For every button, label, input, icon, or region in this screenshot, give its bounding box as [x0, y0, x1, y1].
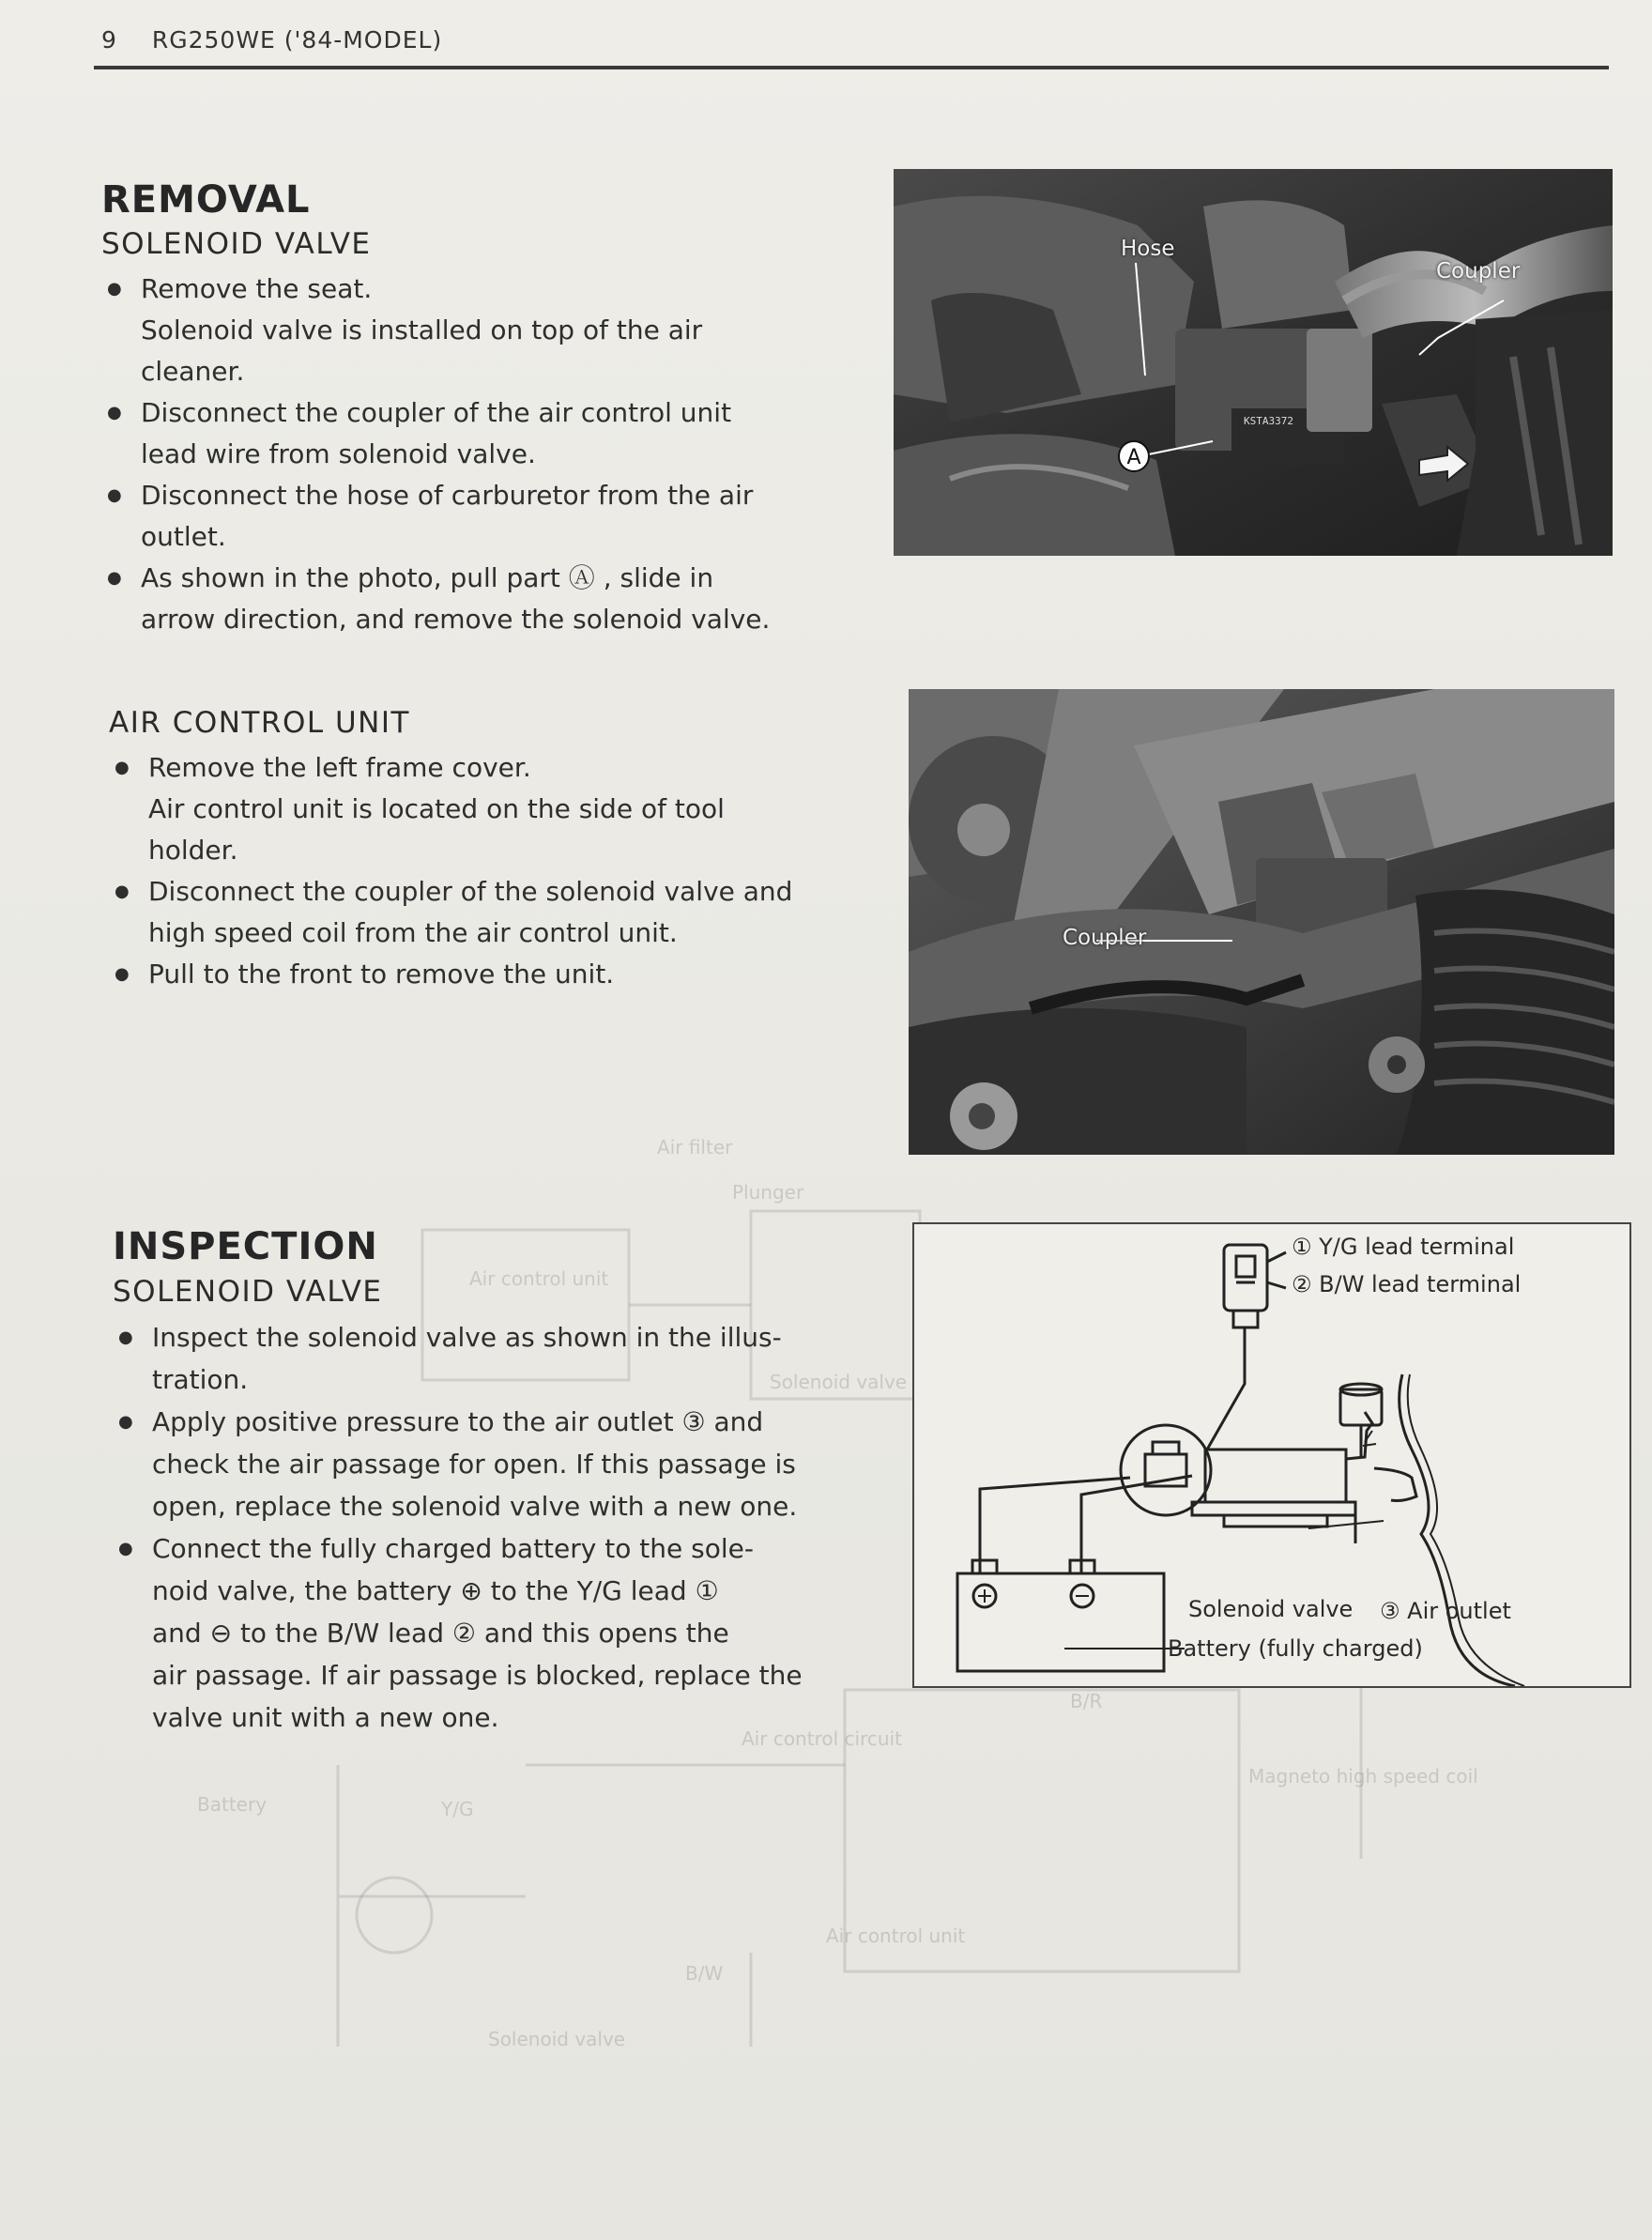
ghost-text: Magneto high speed coil: [1248, 1765, 1478, 1787]
step-line: open, replace the solenoid valve with a new one.: [152, 1491, 798, 1522]
step-line: ● Remove the left frame cover.: [148, 752, 531, 783]
valve-label-text: KSTA3372: [1244, 415, 1293, 427]
step-line: outlet.: [141, 521, 226, 552]
ghost-text: Air control unit: [469, 1267, 609, 1290]
step-line: ● Disconnect the hose of carburetor from the air: [141, 480, 754, 511]
page-number: 9: [101, 26, 117, 54]
removal-heading: REMOVAL: [101, 178, 311, 222]
step-line: ● Inspect the solenoid valve as shown in the illus-: [152, 1322, 782, 1353]
air-control-unit-heading: AIR CONTROL UNIT: [109, 706, 410, 740]
inspection-steps: [113, 1316, 854, 1739]
inspection-heading: INSPECTION: [113, 1225, 378, 1268]
step-line: air passage. If air passage is blocked, replace the: [152, 1660, 803, 1691]
step-line: ● Disconnect the coupler of the solenoid valve and: [148, 876, 793, 907]
step-line: check the air passage for open. If this passage is: [152, 1449, 796, 1480]
solenoid-valve-label: Solenoid valve: [1188, 1596, 1354, 1622]
air-outlet-label: ③ Air outlet: [1380, 1598, 1511, 1624]
bw-terminal-label: ② B/W lead terminal: [1292, 1271, 1522, 1297]
step-item: [113, 1316, 854, 1401]
ghost-text: Plunger: [732, 1181, 804, 1204]
inspection-solenoid-valve-heading: SOLENOID VALVE: [113, 1275, 383, 1309]
ghost-text: Y/G: [441, 1798, 474, 1820]
model-title: RG250WE ('84-MODEL): [151, 26, 443, 54]
photo-air-control-unit: [909, 689, 1614, 1155]
step-line: ● Pull to the front to remove the unit.: [148, 959, 615, 990]
page-header: [101, 26, 442, 54]
step-line: ● Apply positive pressure to the air outlet ③ and: [152, 1406, 764, 1437]
step-line: ● Remove the seat.: [141, 273, 373, 304]
solenoid-inspection-diagram: [912, 1222, 1631, 1688]
step-item: [109, 871, 879, 954]
step-line: holder.: [148, 835, 238, 866]
air-control-unit-steps: [109, 747, 879, 995]
ghost-text: B/W: [685, 1962, 724, 1985]
step-line: arrow direction, and remove the solenoid valve.: [141, 604, 771, 635]
step-line: noid valve, the battery ⊕ to the Y/G lead ①: [152, 1575, 719, 1606]
ghost-text: Solenoid valve: [770, 1371, 908, 1393]
step-line: Air control unit is located on the side of tool: [148, 793, 725, 824]
hose-label: Hose: [1121, 237, 1175, 261]
ghost-text: Air control circuit: [742, 1727, 902, 1750]
step-item: [109, 747, 879, 871]
step-item: [113, 1527, 854, 1739]
step-line: ● Connect the fully charged battery to the sole-: [152, 1533, 754, 1564]
step-line: high speed coil from the air control unit.: [148, 917, 678, 948]
photo-solenoid-valve: [894, 169, 1613, 556]
photo-solenoid-valve-image: [894, 169, 1613, 556]
yg-terminal-label: ① Y/G lead terminal: [1292, 1234, 1515, 1260]
step-line: lead wire from solenoid valve.: [141, 438, 536, 469]
photo-air-control-unit-image: [909, 689, 1614, 1155]
step-item: [101, 558, 871, 640]
step-item: [101, 475, 871, 558]
battery-label: Battery (fully charged): [1168, 1635, 1423, 1662]
step-line: valve unit with a new one.: [152, 1702, 499, 1733]
step-line: ● Disconnect the coupler of the air control unit: [141, 397, 732, 428]
ghost-text: Solenoid valve: [488, 2028, 626, 2050]
ghost-text: Air filter: [657, 1136, 733, 1158]
coupler-label: Coupler: [1063, 926, 1147, 950]
ghost-text: B/R: [1070, 1690, 1103, 1712]
step-line: tration.: [152, 1364, 249, 1395]
header-rule: [94, 66, 1609, 69]
step-item: [101, 392, 871, 475]
step-line: ● As shown in the photo, pull part Ⓐ , slide in: [141, 562, 714, 593]
removal-solenoid-steps: [101, 268, 871, 640]
step-item: [113, 1401, 854, 1527]
part-a-letter: A: [1126, 446, 1141, 469]
step-item: [101, 268, 871, 392]
step-line: cleaner.: [141, 356, 245, 387]
ghost-text: Air control unit: [826, 1925, 966, 1947]
step-item: [109, 954, 879, 995]
coupler-label: Coupler: [1436, 259, 1521, 284]
step-line: and ⊖ to the B/W lead ② and this opens the: [152, 1618, 729, 1649]
step-line: Solenoid valve is installed on top of the air: [141, 315, 703, 345]
removal-solenoid-valve-heading: SOLENOID VALVE: [101, 227, 372, 261]
ghost-text: Battery: [197, 1793, 268, 1816]
